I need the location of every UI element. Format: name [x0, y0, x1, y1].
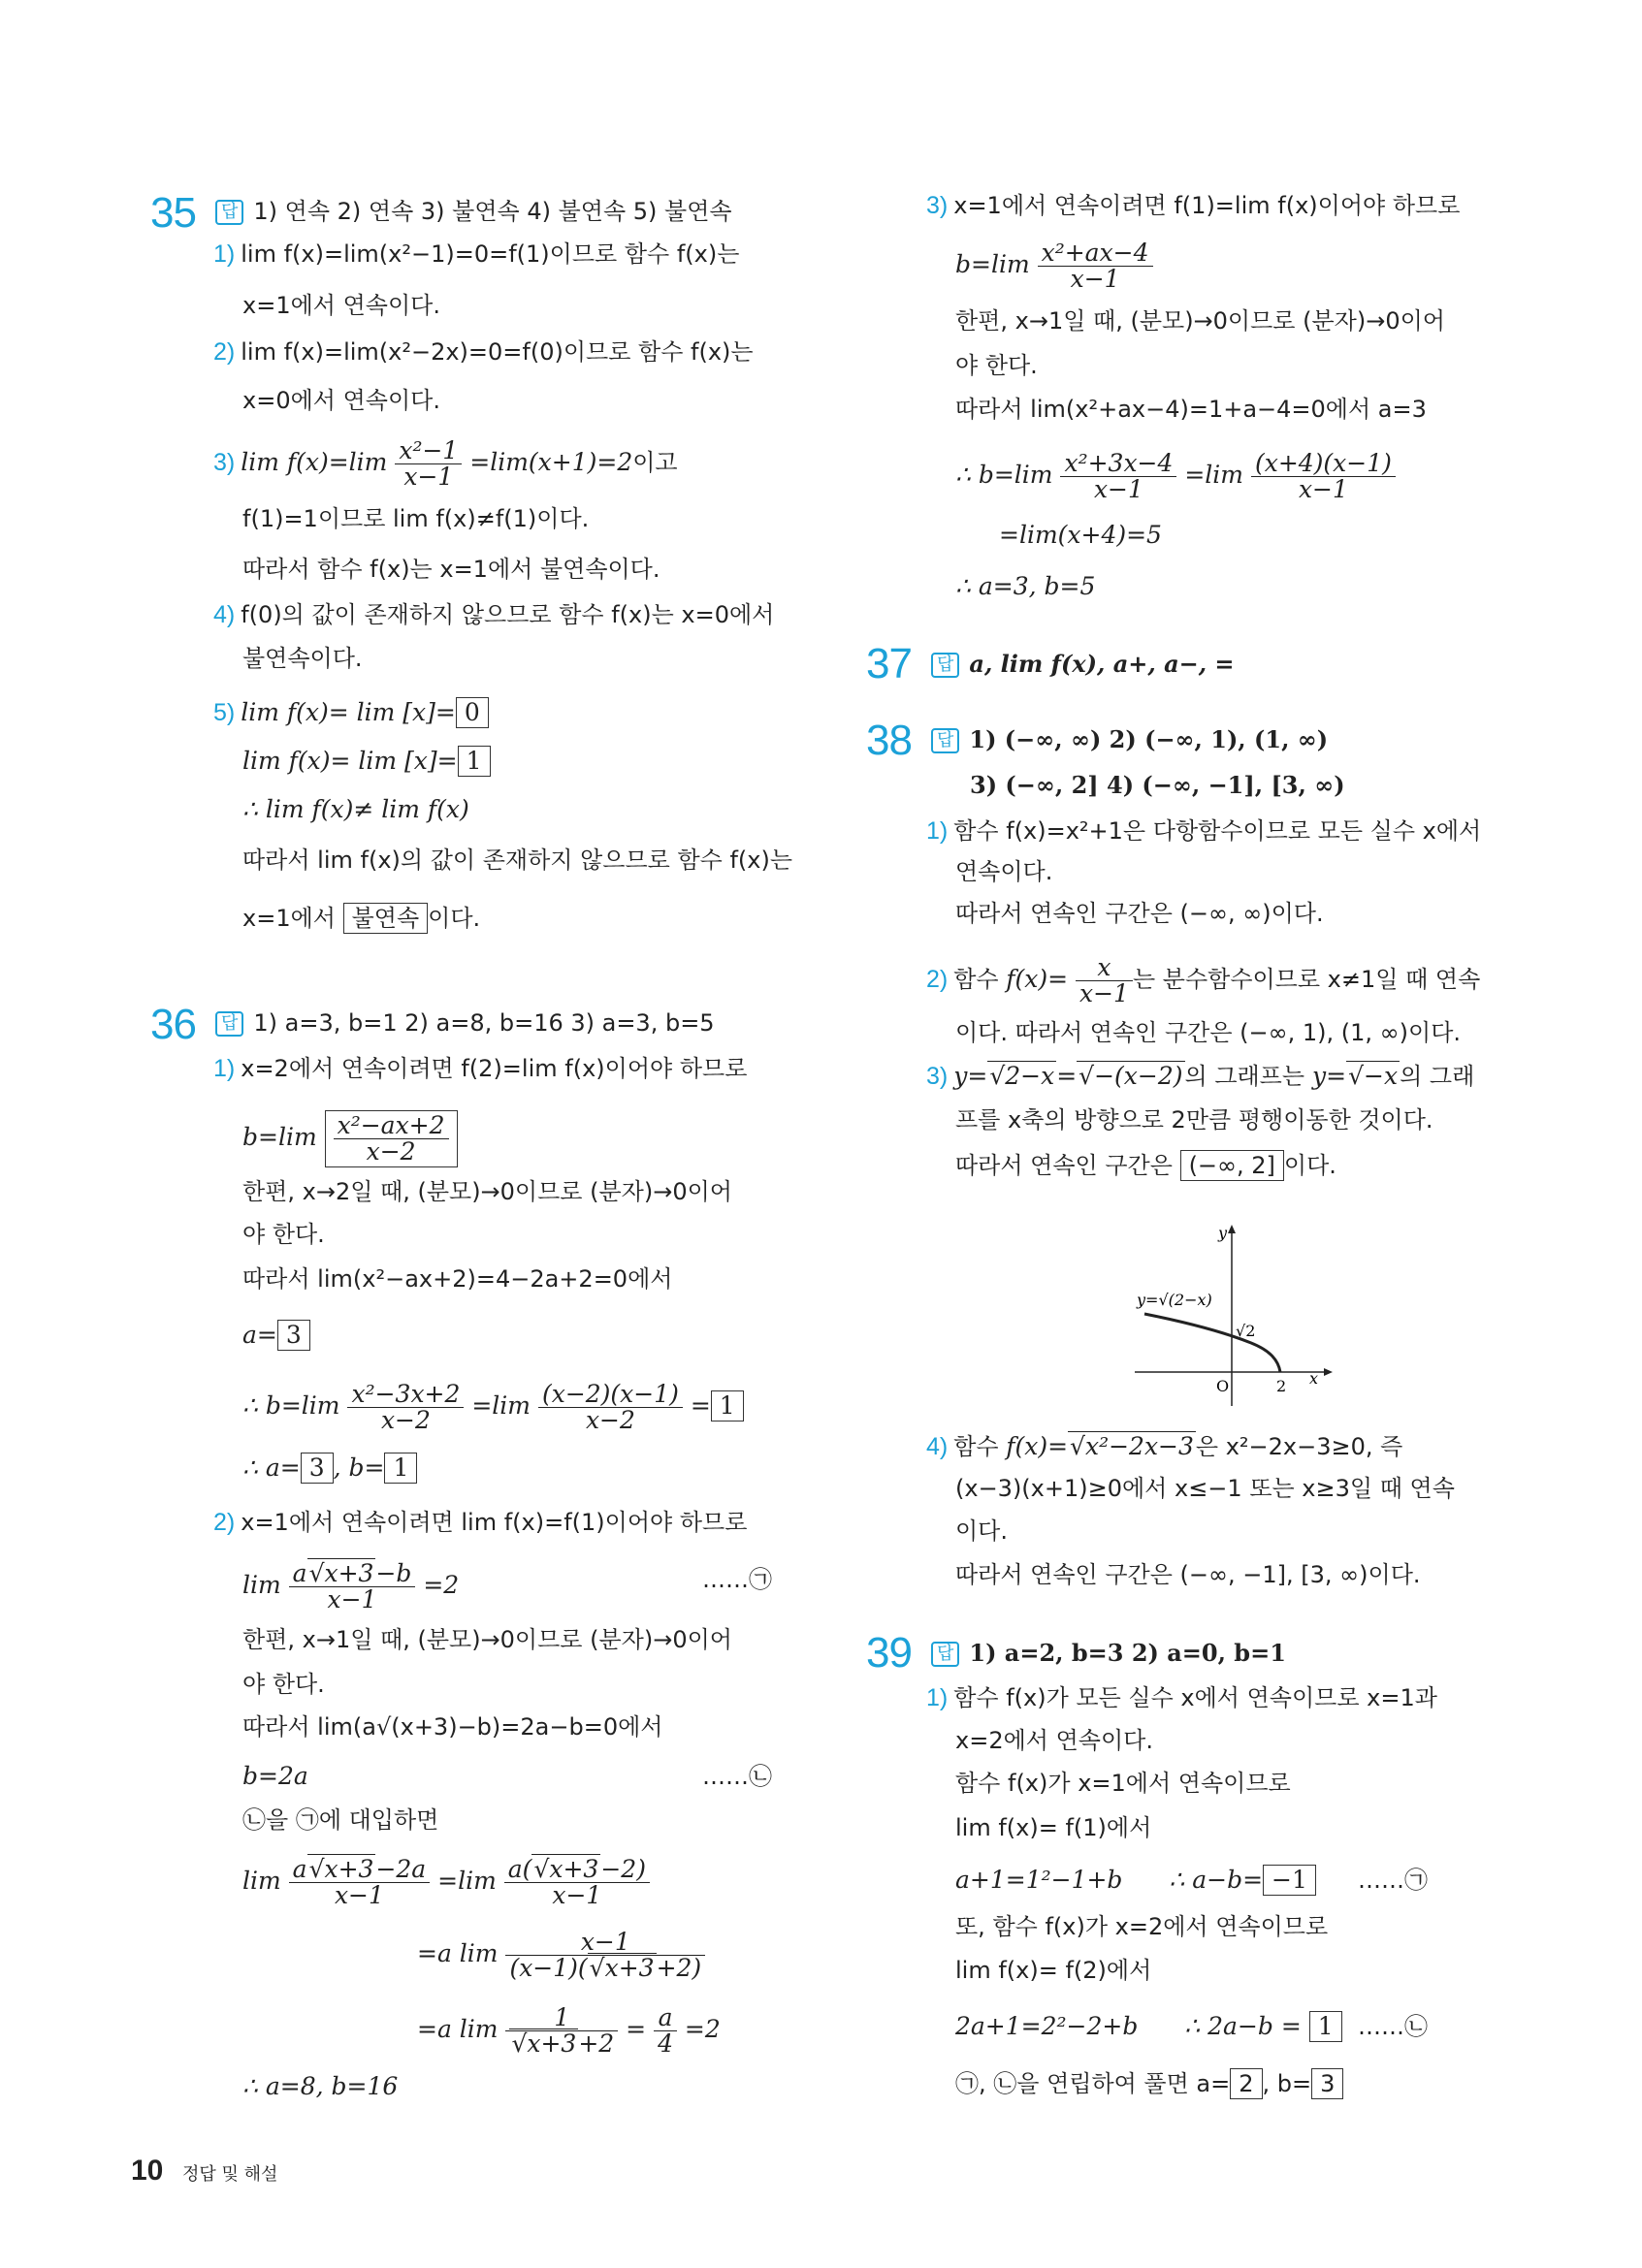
- q36-answers: 1) a=3, b=1 2) a=8, b=16 3) a=3, b=5: [253, 1009, 715, 1037]
- q38-part3-line1: 3) y=√2−x=√−(x−2)의 그래프는 y=√−x의 그래: [926, 1062, 1475, 1090]
- q35-step3-formula: 3) lim f(x)=lim $\frac{\text{x²−1}}{x-1}$ =lim(x+1)=2이고: [213, 436, 678, 491]
- q38-part2-line2: 이다. 따라서 연속인 구간은 (−∞, 1), (1, ∞)이다.: [955, 1019, 1462, 1046]
- q36-part2-line7: ㉡을 ㉠에 대입하면: [242, 1806, 439, 1834]
- q35-step5-line2: lim f(x)= lim [x]= 1: [242, 745, 491, 778]
- q35-step2-line2: x=0에서 연속이다.: [242, 387, 440, 414]
- q39-part1-line9: ㉠, ㉡을 연립하여 풀면 a= 2 , b= 3: [955, 2067, 1343, 2100]
- q36-part1-line3: 한편, x→2일 때, (분모)→0이므로 (분자)→0이어: [242, 1178, 732, 1205]
- q36-part2-line6: b=2a: [242, 1762, 308, 1790]
- q39-part1-line3: 함수 f(x)가 x=1에서 연속이므로: [955, 1770, 1291, 1797]
- boxed-answer: 불연속: [343, 903, 429, 934]
- question-number-37: 37: [866, 640, 912, 687]
- q36-part1-line5: 따라서 lim(x²−ax+2)=4−2a+2=0에서: [242, 1265, 673, 1293]
- q39-part1-line4: lim f(x)= f(1)에서: [955, 1814, 1152, 1841]
- q36-part2-line5: 따라서 lim(a√(x+3)−b)=2a−b=0에서: [242, 1713, 663, 1741]
- q35-step5-line5: x=1에서 불연속 이다.: [242, 905, 481, 932]
- q36r-formula3: =lim(x+4)=5: [999, 521, 1162, 549]
- answer-tag: 답: [931, 728, 959, 753]
- q36r-line3: 한편, x→1일 때, (분모)→0이므로 (분자)→0이어: [955, 307, 1445, 335]
- q36-part1-line1: 1) x=2에서 연속이려면 f(2)=lim f(x)이어야 하므로: [213, 1055, 748, 1082]
- q36-part1-b-formula: ∴ b=lim $\frac{\text{x²−3x+2}}{x-2}$ =lim $\frac{(x-2)(x-1)}{x-2}$ = 1: [242, 1382, 744, 1433]
- page-number: 10: [131, 2155, 164, 2187]
- q37-answer-line: [931, 648, 1235, 681]
- q38-answers-2: 3) (−∞, 2] 4) (−∞, −1], [3, ∞): [970, 771, 1345, 799]
- q38-answer-line1: [931, 723, 1328, 756]
- q36-part2-derivation1: lim $\frac{a√x+3-2a}{x-1}$ =lim $\frac{a(√x+3-2)}{x-1}$: [242, 1857, 650, 1908]
- q38-part1-line1: 1) 함수 f(x)=x²+1은 다항함수이므로 모든 실수 x에서: [926, 817, 1482, 845]
- q36r-result: ∴ a=3, b=5: [955, 572, 1096, 600]
- q39-mark2: ……㉡: [1358, 2013, 1428, 2040]
- q35-step2-line1: 2) lim f(x)=lim(x²−2x)=0=f(0)이므로 함수 f(x)는: [213, 338, 754, 366]
- q39-answers: 1) a=2, b=3 2) a=0, b=1: [969, 1639, 1286, 1667]
- q36-answer-line: [215, 1006, 715, 1039]
- q39-answer-line: [931, 1637, 1286, 1670]
- answer-tag: 답: [215, 200, 243, 225]
- q38-part4-line3: 이다.: [955, 1517, 1008, 1545]
- q39-part1-line7: lim f(x)= f(2)에서: [955, 1957, 1152, 1984]
- q39-part1-line5: a+1=1²−1+b ∴ a−b= −1: [955, 1864, 1316, 1897]
- origin-label: O: [1216, 1377, 1230, 1395]
- q35-answer-line: [215, 195, 732, 228]
- y-tick-label: √2: [1236, 1322, 1256, 1340]
- q39-mark1: ……㉠: [1358, 1867, 1428, 1894]
- q36-part2-derivation2: =a lim $\frac{x-1}{(x-1)(√x+3+2)}$: [417, 1930, 705, 1981]
- question-number-35: 35: [150, 189, 196, 237]
- q36-mark1: ……㉠: [702, 1566, 772, 1593]
- q36-part2-derivation3: =a lim $\frac{1}{√x+3+2}$ = $\frac{a}{4}$ =2: [417, 2003, 721, 2058]
- q39-part1-line8: 2a+1=2²−2+b ∴ 2a−b = 1: [955, 2010, 1342, 2043]
- q36r-line1: 3) x=1에서 연속이려면 f(1)=lim f(x)이어야 하므로: [926, 192, 1461, 219]
- q35-step3-line3: 따라서 함수 f(x)는 x=1에서 불연속이다.: [242, 556, 660, 583]
- curve-label: y=√(2−x): [1137, 1291, 1212, 1309]
- boxed-answer: (−∞, 2]: [1180, 1150, 1284, 1181]
- q37-answer: a, lim f(x), a+, a−, =: [969, 650, 1235, 678]
- q36-part2-line1: 2) x=1에서 연속이려면 lim f(x)=f(1)이어야 하므로: [213, 1509, 748, 1536]
- q36-part1-result: ∴ a= 3 , b= 1: [242, 1452, 417, 1485]
- q35-step5-line3: ∴ lim f(x)≠ lim f(x): [242, 795, 469, 823]
- q35-step4-line2: 불연속이다.: [242, 645, 363, 672]
- q39-part1-line6: 또, 함수 f(x)가 x=2에서 연속이므로: [955, 1913, 1329, 1940]
- question-number-36: 36: [150, 1001, 196, 1048]
- q36r-formula2: ∴ b=lim $\frac{\text{x²+3x−4}}{x-1}$ =lim $\frac{(x+4)(x-1)}{x-1}$: [955, 451, 1396, 502]
- x-axis-arrow: [1324, 1368, 1333, 1376]
- footer-title: 정답 및 해설: [182, 2164, 278, 2185]
- answer-tag: 답: [931, 1642, 959, 1667]
- q39-part1-line1: 1) 함수 f(x)가 모든 실수 x에서 연속이므로 x=1과: [926, 1684, 1437, 1711]
- q38-part4-line2: (x−3)(x+1)≥0에서 x≤−1 또는 x≥3일 때 연속: [955, 1475, 1455, 1502]
- sqrt-graph: [1125, 1217, 1338, 1411]
- q36-mark2: ……㉡: [702, 1763, 772, 1790]
- q36-part1-formula: b=lim $\frac{\text{x²−ax+2}}{x-2}$: [242, 1110, 458, 1167]
- q35-step5-line4: 따라서 lim f(x)의 값이 존재하지 않으므로 함수 f(x)는: [242, 847, 793, 874]
- question-number-39: 39: [866, 1629, 912, 1677]
- curve: [1144, 1314, 1280, 1372]
- y-axis-arrow: [1228, 1225, 1236, 1233]
- q35-answers: 1) 연속 2) 연속 3) 불연속 4) 불연속 5) 불연속: [253, 198, 732, 225]
- q35-step3-line2: f(1)=1이므로 lim f(x)≠f(1)이다.: [242, 505, 590, 532]
- answer-tag: 답: [215, 1011, 243, 1037]
- y-axis-label: y: [1218, 1224, 1228, 1242]
- q36-part2-line3: 한편, x→1일 때, (분모)→0이므로 (분자)→0이어: [242, 1626, 732, 1653]
- q38-answer-line2: [970, 769, 1345, 802]
- q35-step4-line1: 4) f(0)의 값이 존재하지 않으므로 함수 f(x)는 x=0에서: [213, 601, 775, 628]
- q36r-formula1: b=lim $\frac{\text{x²+ax−4}}{x-1}$: [955, 240, 1153, 292]
- q38-part2-line1: 2) 함수 f(x)= $\frac{x}{x-1}$ 는 분수함수이므로 x≠1일 때 연속: [926, 953, 1481, 1007]
- q38-part3-line3: 따라서 연속인 구간은 (−∞, 2] 이다.: [955, 1152, 1336, 1179]
- q36r-line4: 야 한다.: [955, 352, 1038, 379]
- q39-part1-line2: x=2에서 연속이다.: [955, 1727, 1153, 1754]
- q35-step1-line2: x=1에서 연속이다.: [242, 292, 440, 319]
- q36-part2-formula: lim $\frac{a√x+3-b}{x-1}$ =2: [242, 1559, 460, 1613]
- q38-answers-1: 1) (−∞, ∞) 2) (−∞, 1), (1, ∞): [969, 725, 1329, 753]
- answer-tag: 답: [931, 653, 959, 678]
- question-number-38: 38: [866, 717, 912, 764]
- q36-part2-result: ∴ a=8, b=16: [242, 2072, 399, 2100]
- q36-part1-a: a= 3: [242, 1319, 310, 1352]
- q38-part4-line4: 따라서 연속인 구간은 (−∞, −1], [3, ∞)이다.: [955, 1561, 1421, 1588]
- q38-part3-line2: 프를 x축의 방향으로 2만큼 평행이동한 것이다.: [955, 1106, 1433, 1134]
- q35-step1-line1: 1) lim f(x)=lim(x²−1)=0=f(1)이므로 함수 f(x)는: [213, 240, 740, 268]
- q36r-line5: 따라서 lim(x²+ax−4)=1+a−4=0에서 a=3: [955, 396, 1427, 423]
- x-tick-label: 2: [1276, 1377, 1287, 1395]
- x-axis-label: x: [1309, 1369, 1319, 1388]
- q38-part1-line3: 따라서 연속인 구간은 (−∞, ∞)이다.: [955, 900, 1324, 927]
- q35-step5-line1: 5) lim f(x)= lim [x]= 0: [213, 696, 489, 729]
- q38-part1-line2: 연속이다.: [955, 858, 1053, 885]
- q38-part4-line1: 4) 함수 f(x)=√x²−2x−3은 x²−2x−3≥0, 즉: [926, 1432, 1403, 1460]
- q36-part1-line4: 야 한다.: [242, 1221, 325, 1248]
- q36-part2-line4: 야 한다.: [242, 1671, 325, 1698]
